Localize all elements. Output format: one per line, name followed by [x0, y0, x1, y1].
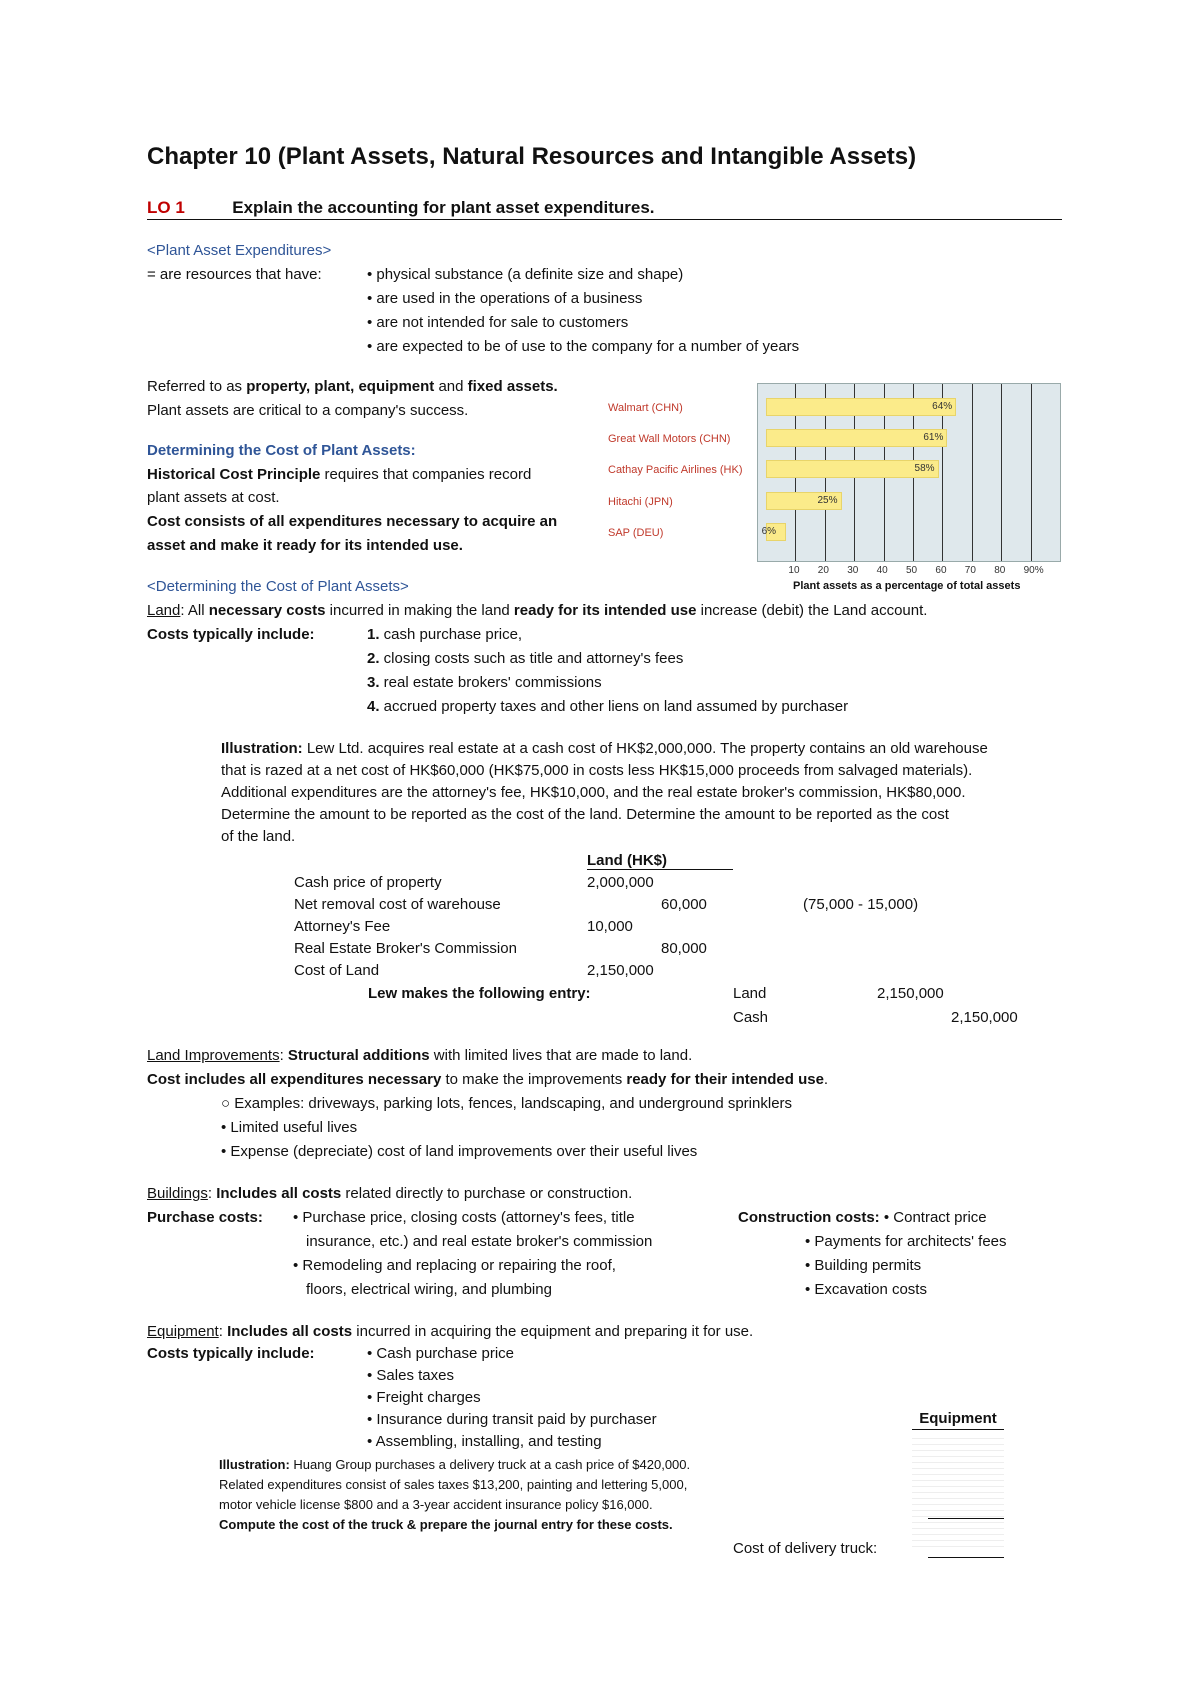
improvements-part: .: [823, 1071, 829, 1088]
equipment-bullet: • Sales taxes: [367, 1367, 454, 1384]
purchase-costs-label: Purchase costs:: [147, 1209, 263, 1226]
buildings-part: :: [207, 1185, 217, 1202]
land-def-part: : All: [180, 602, 209, 619]
chart-x-label: Plant assets as a percentage of total assets: [793, 580, 1021, 592]
land-cost-item: [367, 674, 602, 691]
chart-data-label: 61%: [923, 432, 944, 443]
equipment-account-header: Equipment: [912, 1410, 1004, 1430]
entry-debit: 2,150,000: [877, 985, 944, 1002]
chart-tick-label: 80: [994, 565, 1006, 576]
equipment-part: Includes all costs: [227, 1323, 353, 1340]
chart-tick-label: 10: [788, 565, 800, 576]
land-section-heading: <Determining the Cost of Plant Assets>: [147, 578, 409, 595]
item-number: 2.: [367, 650, 380, 667]
chart-category-label: Hitachi (JPN): [608, 496, 673, 508]
chart-category-label: Walmart (CHN): [608, 402, 683, 414]
determining-line: [147, 466, 531, 483]
land-row-value: 2,150,000: [587, 962, 654, 979]
land-row-value: 2,000,000: [587, 874, 654, 891]
equipment-illustration-line: motor vehicle license $800 and a 3-year accident insurance policy $16,000.: [219, 1497, 653, 1512]
chart-data-label: 64%: [932, 401, 953, 412]
expenditures-bullet: • are not intended for sale to customers: [367, 314, 629, 331]
land-row-value: 60,000: [661, 896, 707, 913]
item-text: accrued property taxes and other liens on land assumed by purchaser: [379, 698, 849, 715]
illustration-label: Illustration:: [219, 1457, 290, 1472]
land-table-header: Land (HK$): [587, 852, 733, 870]
illustration-text: Lew Ltd. acquires real estate at a cash cost of HK$2,000,000. The property contains an old warehouse: [302, 740, 988, 757]
improvements-term: Land Improvements: [147, 1047, 280, 1064]
expenditures-bullet: • are expected to be of use to the company for a number of years: [367, 338, 800, 355]
chart-bar: [766, 429, 947, 447]
lo-divider: [147, 219, 1062, 220]
land-row-label: Cash price of property: [294, 874, 442, 891]
chart-tick-label: 30: [847, 565, 859, 576]
chart-data-label: 6%: [761, 526, 777, 537]
lo-label: LO 1: [147, 198, 185, 217]
land-term: Land: [147, 602, 181, 619]
purchase-cost-line: floors, electrical wiring, and plumbing: [306, 1281, 552, 1298]
determining-rest: requires that companies record: [320, 466, 532, 483]
equipment-account-area: [912, 1438, 1004, 1548]
referred-line: [147, 378, 558, 395]
improvements-part: :: [279, 1047, 288, 1064]
entry-account: Land: [733, 985, 767, 1002]
illustration-label: Illustration:: [221, 740, 303, 757]
buildings-term: Buildings: [147, 1185, 208, 1202]
land-row-value: 80,000: [661, 940, 707, 957]
land-illustration-line: [221, 740, 988, 757]
expenditures-bullet: • physical substance (a definite size and shape): [367, 266, 684, 283]
construction-costs-line: [738, 1209, 987, 1226]
expenditures-heading: <Plant Asset Expenditures>: [147, 242, 332, 259]
item-text: real estate brokers' commissions: [379, 674, 602, 691]
improvements-part: Cost includes all expenditures necessary: [147, 1071, 442, 1088]
item-number: 4.: [367, 698, 380, 715]
equipment-definition: [147, 1323, 753, 1340]
historical-cost-term: Historical Cost Principle: [147, 466, 321, 483]
referred-term-2: fixed assets.: [467, 378, 558, 395]
illustration-text: Huang Group purchases a delivery truck at a cash price of $420,000.: [289, 1457, 691, 1472]
chart-tick-label: 40: [876, 565, 888, 576]
chart-gridline: [1001, 384, 1002, 561]
chart-tick-label: 50: [906, 565, 918, 576]
item-text: closing costs such as title and attorney's fees: [379, 650, 684, 667]
lo-text: Explain the accounting for plant asset expenditures.: [232, 198, 655, 217]
chart-tick-label: 20: [817, 565, 829, 576]
purchase-cost-line: insurance, etc.) and real estate broker's commission: [306, 1233, 653, 1250]
equipment-bullet: • Assembling, installing, and testing: [367, 1433, 602, 1450]
referred-prefix: Referred to as: [147, 378, 247, 395]
entry-account: Cash: [733, 1009, 769, 1026]
chart-category-label: Great Wall Motors (CHN): [608, 433, 731, 445]
equipment-bullet: • Freight charges: [367, 1389, 481, 1406]
construction-cost-item: • Building permits: [805, 1257, 922, 1274]
chart-gridline: [1031, 384, 1032, 561]
chart-category-label: Cathay Pacific Airlines (HK): [608, 464, 743, 476]
land-def-part: ready for its intended use: [513, 602, 697, 619]
equipment-illustration-line: [219, 1457, 690, 1472]
construction-cost-item: • Contract price: [879, 1209, 987, 1226]
purchase-cost-line: • Purchase price, closing costs (attorney's fees, title: [293, 1209, 635, 1226]
chart-data-label: 58%: [914, 463, 935, 474]
land-row-label: Cost of Land: [294, 962, 380, 979]
land-illustration-line: of the land.: [221, 828, 296, 845]
improvements-bullet: • Limited useful lives: [221, 1119, 358, 1136]
land-cost-item: [367, 698, 848, 715]
answer-blank: [928, 1557, 1004, 1558]
buildings-part: Includes all costs: [216, 1185, 342, 1202]
improvements-bullet: ○ Examples: driveways, parking lots, fences, landscaping, and underground sprinklers: [221, 1095, 793, 1112]
land-row-label: Attorney's Fee: [294, 918, 391, 935]
land-cost-item: [367, 650, 683, 667]
equipment-part: :: [218, 1323, 228, 1340]
chart-category-label: SAP (DEU): [608, 527, 664, 539]
land-definition: [147, 602, 927, 619]
improvements-part: to make the improvements: [441, 1071, 627, 1088]
chart-bar: [766, 398, 956, 416]
answer-blank: [928, 1518, 1004, 1519]
item-text: cash purchase price,: [379, 626, 523, 643]
construction-cost-item: • Excavation costs: [805, 1281, 927, 1298]
land-row-value: 10,000: [587, 918, 633, 935]
page-title: Chapter 10 (Plant Assets, Natural Resources and Intangible Assets): [147, 143, 917, 170]
determining-line: plant assets at cost.: [147, 489, 280, 506]
lo-heading: [147, 198, 655, 218]
land-row-label: Net removal cost of warehouse: [294, 896, 501, 913]
land-costs-label: Costs typically include:: [147, 626, 315, 643]
referred-term-1: property, plant, equipment: [246, 378, 435, 395]
chart-tick-label: 90%: [1023, 565, 1044, 576]
equipment-part: incurred in acquiring the equipment and preparing it for use.: [352, 1323, 754, 1340]
improvements-part: ready for their intended use: [626, 1071, 824, 1088]
referred-mid: and: [434, 378, 468, 395]
equipment-illustration-line: Compute the cost of the truck & prepare the journal entry for these costs.: [219, 1517, 673, 1532]
chart-gridline: [972, 384, 973, 561]
equipment-bullet: • Cash purchase price: [367, 1345, 514, 1362]
improvements-definition: [147, 1047, 692, 1064]
land-def-part: necessary costs: [208, 602, 326, 619]
referred-line-2: Plant assets are critical to a company's success.: [147, 402, 469, 419]
determining-line: Cost consists of all expenditures necessary to acquire an: [147, 513, 558, 530]
equipment-term: Equipment: [147, 1323, 219, 1340]
chart-bar: [766, 460, 939, 478]
cost-of-truck-label: Cost of delivery truck:: [733, 1540, 878, 1557]
land-illustration-line: Additional expenditures are the attorney's fee, HK$10,000, and the real estate broker's commission, HK$80,000.: [221, 784, 966, 801]
expenditures-lead: = are resources that have:: [147, 266, 322, 283]
determining-heading: Determining the Cost of Plant Assets:: [147, 442, 416, 459]
construction-costs-label: Construction costs:: [738, 1209, 880, 1226]
equipment-costs-label: Costs typically include:: [147, 1345, 315, 1362]
equipment-illustration-line: Related expenditures consist of sales taxes $13,200, painting and lettering 5,000,: [219, 1477, 688, 1492]
improvements-cost-line: [147, 1071, 828, 1088]
land-def-part: increase (debit) the Land account.: [696, 602, 928, 619]
chart-tick-label: 70: [964, 565, 976, 576]
item-number: 1.: [367, 626, 380, 643]
buildings-definition: [147, 1185, 632, 1202]
land-illustration-line: Determine the amount to be reported as the cost of the land. Determine the amount to be reported as the cost: [221, 806, 949, 823]
construction-cost-item: • Payments for architects' fees: [805, 1233, 1007, 1250]
equipment-bullet: • Insurance during transit paid by purchaser: [367, 1411, 657, 1428]
improvements-bullet: • Expense (depreciate) cost of land improvements over their useful lives: [221, 1143, 698, 1160]
chart-plot-area: [757, 383, 1061, 562]
land-row-label: Real Estate Broker's Commission: [294, 940, 517, 957]
chart-data-label: 25%: [817, 495, 838, 506]
land-entry-label: Lew makes the following entry:: [368, 985, 591, 1002]
entry-credit: 2,150,000: [951, 1009, 1018, 1026]
expenditures-bullet: • are used in the operations of a business: [367, 290, 643, 307]
chart-tick-label: 60: [935, 565, 947, 576]
improvements-part: Structural additions: [287, 1047, 430, 1064]
item-number: 3.: [367, 674, 380, 691]
improvements-part: with limited lives that are made to land.: [429, 1047, 693, 1064]
land-illustration-line: that is razed at a net cost of HK$60,000 (HK$75,000 in costs less HK$15,000 proceeds from salvaged materials).: [221, 762, 973, 779]
buildings-part: related directly to purchase or construction.: [341, 1185, 633, 1202]
purchase-cost-line: • Remodeling and replacing or repairing the roof,: [293, 1257, 616, 1274]
land-cost-item: [367, 626, 522, 643]
land-row-note: (75,000 - 15,000): [803, 896, 919, 913]
determining-line: asset and make it ready for its intended use.: [147, 537, 463, 554]
land-def-part: incurred in making the land: [325, 602, 514, 619]
